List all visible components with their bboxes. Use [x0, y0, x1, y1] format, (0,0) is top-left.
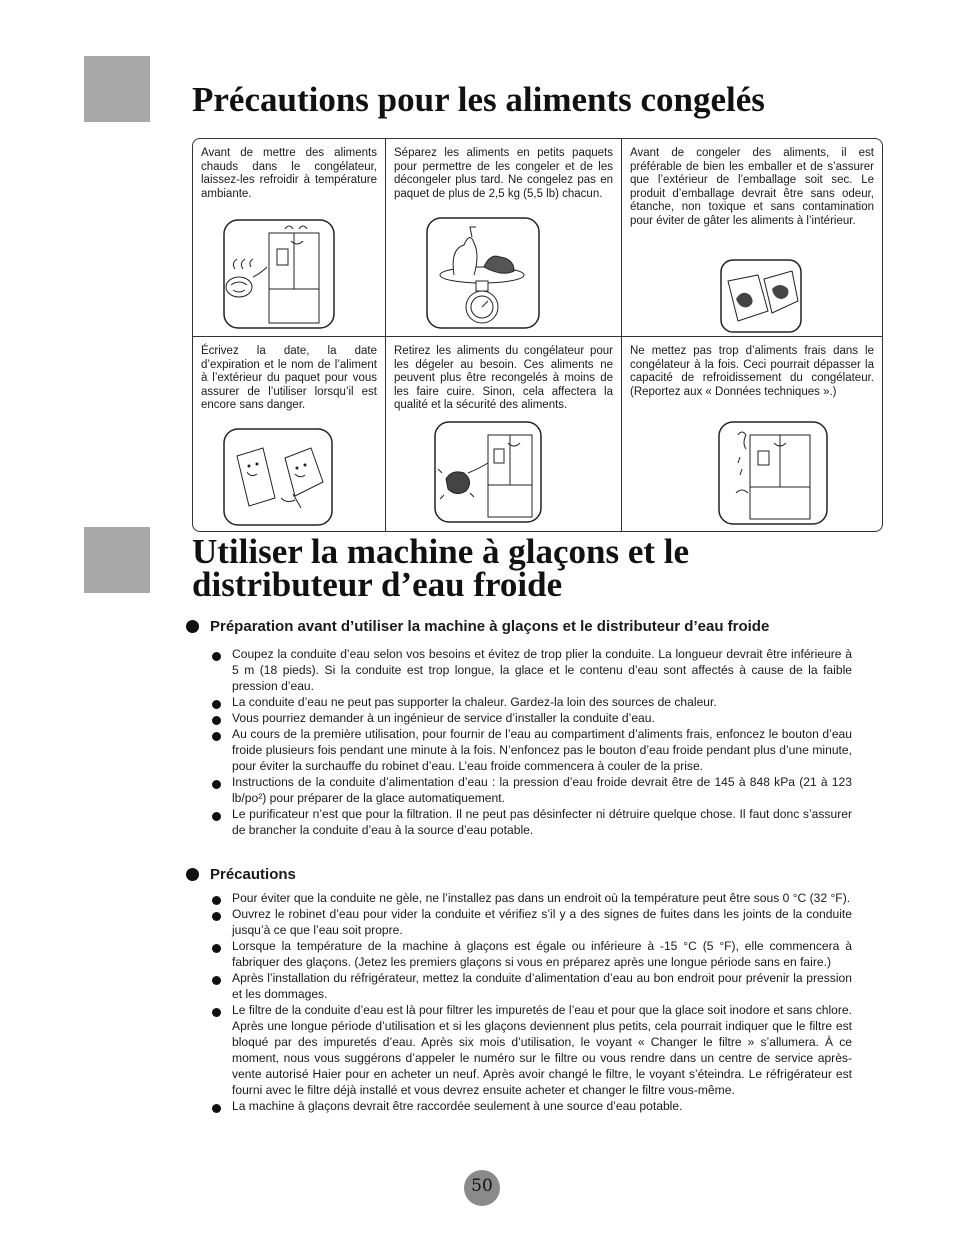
hot-food-fridge-icon [223, 219, 335, 329]
bullet-icon [212, 944, 221, 953]
bullet-icon [212, 716, 221, 725]
bullet-icon [212, 812, 221, 821]
precaution-cell-4 [193, 337, 386, 531]
list-item [210, 774, 852, 806]
precaution-cell-2 [386, 139, 622, 337]
bullet-icon [212, 780, 221, 789]
wrapped-food-icon [720, 259, 802, 333]
list-item-text: Vous pourriez demander à un ingénieur de service d’installer la conduite d’eau. [232, 711, 655, 725]
list-item-text: Le filtre de la conduite d’eau est là pour filtrer les impuretés de l’eau et pour que la glace soit inodore et sans chlore. Après une longue période d’utilisation et si les glaçons deviennent plus petits, cela pourrait indiquer que le filtre est bloqué par des impuretés d’eau. Après six mois d’utilisation, le voyant « Changer le filtre » s’allumera. À ce moment, nous vous suggérons d’appeler le numéro sur le filtre ou vous rendre dans un centre de service après-vente autorisé Haier pour en acheter un neuf. Après avoir changé le filtre, le voyant s’éteindra. Le réfrigérateur est fourni avec le filtre déjà installé et vous devrez ensuite acheter et changer le filtre vous-même. [232, 1003, 852, 1097]
bullet-icon [186, 620, 199, 633]
precaution-cell-5 [386, 337, 622, 531]
preparation-list [210, 646, 852, 838]
section-marker-1 [84, 56, 150, 122]
section-title-ice-maker: Utiliser la machine à glaçons et le distributeur d’eau froide [192, 532, 690, 604]
list-item [210, 710, 852, 726]
list-item-text: La conduite d’eau ne peut pas supporter la chaleur. Gardez-la loin des sources de chaleur. [232, 695, 717, 709]
bullet-icon [212, 732, 221, 741]
precaution-cell-3 [622, 139, 882, 337]
list-item [210, 938, 852, 970]
bullet-icon [212, 912, 221, 921]
precautions-grid [192, 138, 883, 532]
list-item [210, 694, 852, 710]
precaution-cell-1 [193, 139, 386, 337]
precaution-text: Séparez les aliments en petits paquets pour permettre de les congeler et de les décongeler plus tard. Ne congelez pas en paquet de plus de 2,5 kg (5,5 lb) chacun. [394, 147, 613, 200]
bullet-icon [212, 700, 221, 709]
list-item [210, 806, 852, 838]
list-item-text: Pour éviter que la conduite ne gèle, ne l’installez pas dans un endroit où la température peut être sous 0 °C (32 °F). [232, 891, 851, 905]
list-item [210, 970, 852, 1002]
bullet-icon [212, 896, 221, 905]
list-item [210, 1098, 852, 1114]
bullet-icon [186, 868, 199, 881]
precaution-cell-6 [622, 337, 882, 531]
list-item-text: Lorsque la température de la machine à glaçons est égale ou inférieure à -15 °C (5 °F), elle commencera à fabriquer des glaçons. (Jetez les premiers glaçons si vous en préparez après une longue période sans en faire.) [232, 939, 852, 969]
list-item [210, 906, 852, 938]
list-item [210, 890, 852, 906]
precaution-text: Avant de mettre des aliments chauds dans le congélateur, laissez-les refroidir à température ambiante. [201, 147, 377, 200]
overloaded-fridge-icon [718, 421, 828, 525]
precaution-text: Retirez les aliments du congélateur pour les dégeler au besoin. Ces aliments ne peuvent plus être recongelés à moins de les faire cuire. Sinon, cela affectera la qualité et la sécurité des aliments. [394, 345, 613, 412]
section-title-frozen-food: Précautions pour les aliments congelés [192, 80, 765, 119]
weighing-scale-food-icon [426, 217, 540, 329]
list-item [210, 1002, 852, 1098]
precaution-text: Avant de congeler des aliments, il est préférable de bien les emballer et de s’assurer que l’extérieur de l’emballage soit sec. Le produit d’emballage devrait être sans odeur, étanche, non toxique et sans contamination pour éviter de gâter les aliments à l’intérieur. [630, 147, 874, 227]
list-item [210, 726, 852, 774]
bullet-icon [212, 1008, 221, 1017]
labeled-packages-icon [223, 428, 333, 526]
list-item-text: Instructions de la conduite d’alimentation d’eau : la pression d’eau froide devrait être de 145 à 848 kPa (21 à 123 lb/po²) pour préparer de la glace automatiquement. [232, 775, 852, 805]
list-item-text: Après l’installation du réfrigérateur, mettez la conduite d’alimentation d’eau au bon endroit pour prévenir la pression et les dommages. [232, 971, 852, 1001]
list-item-text: Au cours de la première utilisation, pour fournir de l’eau au compartiment d’aliments frais, enfoncez le bouton d’eau froide plusieurs fois pendant une minute à la fois. N’enfoncez pas le bouton d’eau froide pendant plus d’une minute, pour éviter la surchauffe du robinet d’eau. L’eau froide commencera à couler de la prise. [232, 727, 852, 773]
subheading-text: Préparation avant d’utiliser la machine à glaçons et le distributeur d’eau froide [210, 618, 770, 635]
subheading-text: Précautions [210, 866, 296, 883]
subheading-preparation [186, 618, 769, 635]
section-marker-2 [84, 527, 150, 593]
subheading-precautions [186, 866, 296, 883]
list-item [210, 646, 852, 694]
thawing-food-fridge-icon [434, 421, 542, 523]
list-item-text: Le purificateur n’est que pour la filtration. Il ne peut pas désinfecter ni détruire quelque chose. Il faut donc s’assurer de brancher la conduite d’eau à la source d’eau potable. [232, 807, 852, 837]
list-item-text: Coupez la conduite d’eau selon vos besoins et évitez de trop plier la conduite. La longueur devrait être inférieure à 5 m (18 pieds). Si la conduite est trop longue, la glace et le contenu d’eau sont affectés à cause de la faible pression d’eau. [232, 647, 852, 693]
bullet-icon [212, 1104, 221, 1113]
precaution-text: Écrivez la date, la date d’expiration et le nom de l’aliment à l’extérieur du paquet pour vous assurer de l’utiliser lorsqu’il est encore sans danger. [201, 345, 377, 412]
precautions-list [210, 890, 852, 1114]
bullet-icon [212, 652, 221, 661]
bullet-icon [212, 976, 221, 985]
page-number: 50 [464, 1170, 500, 1206]
list-item-text: Ouvrez le robinet d’eau pour vider la conduite et vérifiez s’il y a des signes de fuites dans les joints de la conduite jusqu’à ce que l’eau soit propre. [232, 907, 852, 937]
list-item-text: La machine à glaçons devrait être raccordée seulement à une source d’eau potable. [232, 1099, 683, 1113]
precaution-text: Ne mettez pas trop d’aliments frais dans le congélateur à la fois. Ceci pourrait dépasser la capacité de refroidissement du congélateur. (Reportez aux « Données techniques ».) [630, 345, 874, 398]
